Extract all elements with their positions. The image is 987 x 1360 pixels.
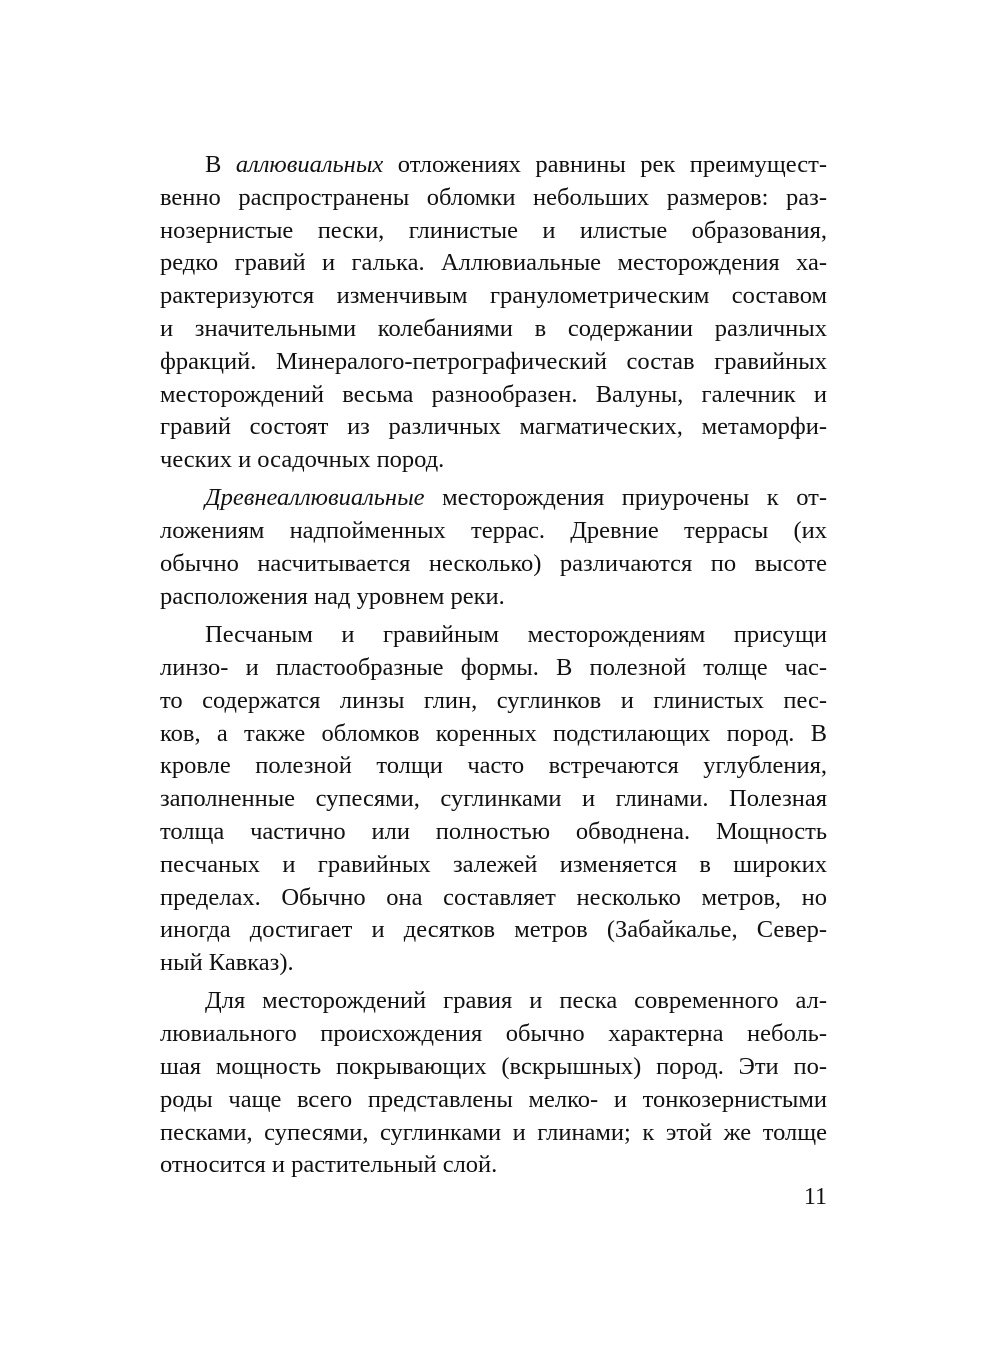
text-line: заполненные супесями, суглинками и глинами. Полезная [160,785,827,813]
text-line: иногда достигает и десятков метров (Забайкалье, Север- [160,916,827,944]
text-line: обычно насчитывается несколько) различаются по высоте [160,550,827,578]
body-text [160,149,827,1182]
text-line: и значительными колебаниями в содержании различных [160,314,827,342]
text-line: венно распространены обломки небольших размеров: раз- [160,183,827,211]
text-line: Песчаным и гравийным месторождениям присущи [205,621,827,649]
text-line: Для месторождений гравия и песка современного ал- [205,987,827,1015]
text-line: В аллювиальных отложениях равнины рек преимущест- [205,151,827,178]
text-line: ложениям надпойменных террас. Древние террасы (их [160,517,827,545]
paragraph-alluvial [160,149,827,477]
paragraph-sand-gravel [160,619,827,980]
text-line: кровле полезной толщи часто встречаются углубления, [160,752,827,780]
text-line: то содержатся линзы глин, суглинков и глинистых пес- [160,686,827,714]
text-line: пределах. Обычно она составляет несколько метров, но [160,883,827,911]
text-line: толща частично или полностью обводнена. Мощность [160,817,827,845]
text-line: редко гравий и галька. Аллювиальные месторождения ха- [160,249,827,277]
page-number: 11 [803,1184,827,1210]
text-line: роды чаще всего представлены мелко- и тонкозернистыми [160,1085,827,1113]
text-line: месторождений весьма разнообразен. Валуны, галечник и [160,380,827,408]
text-line: Древнеаллювиальные месторождения приурочены к от- [205,484,827,512]
text-line: ков, а также обломков коренных подстилающих пород. В [160,719,827,747]
text-line: фракций. Минералого-петрографический состав гравийных [160,347,827,375]
text-line: песками, супесями, суглинками и глинами; к этой же толще [160,1118,827,1146]
italic-term: Древнеаллювиальные [205,484,425,512]
text-line: рактеризуются изменчивым гранулометрическим составом [160,282,827,310]
text-line: линзо- и пластообразные формы. В полезной толще час- [160,653,827,681]
text-line: расположения над уровнем реки. [160,582,505,610]
text-line: нозернистые пески, глинистые и илистые образования, [160,216,827,244]
text-line: ческих и осадочных пород. [160,446,445,474]
text-line: относится и растительный слой. [160,1151,498,1179]
text-line: шая мощность покрывающих (вскрышных) пород. Эти по- [160,1053,827,1081]
text-line: ный Кавказ). [160,949,294,977]
paragraph-overburden [160,985,827,1182]
paragraph-ancient-alluvial [160,482,827,613]
text-line: лювиального происхождения обычно характерна неболь- [160,1020,827,1048]
text-line: песчаных и гравийных залежей изменяется в широких [160,850,827,878]
italic-term: аллювиальных [235,151,384,178]
text-line: гравий состоят из различных магматических, метаморфи- [160,413,827,441]
